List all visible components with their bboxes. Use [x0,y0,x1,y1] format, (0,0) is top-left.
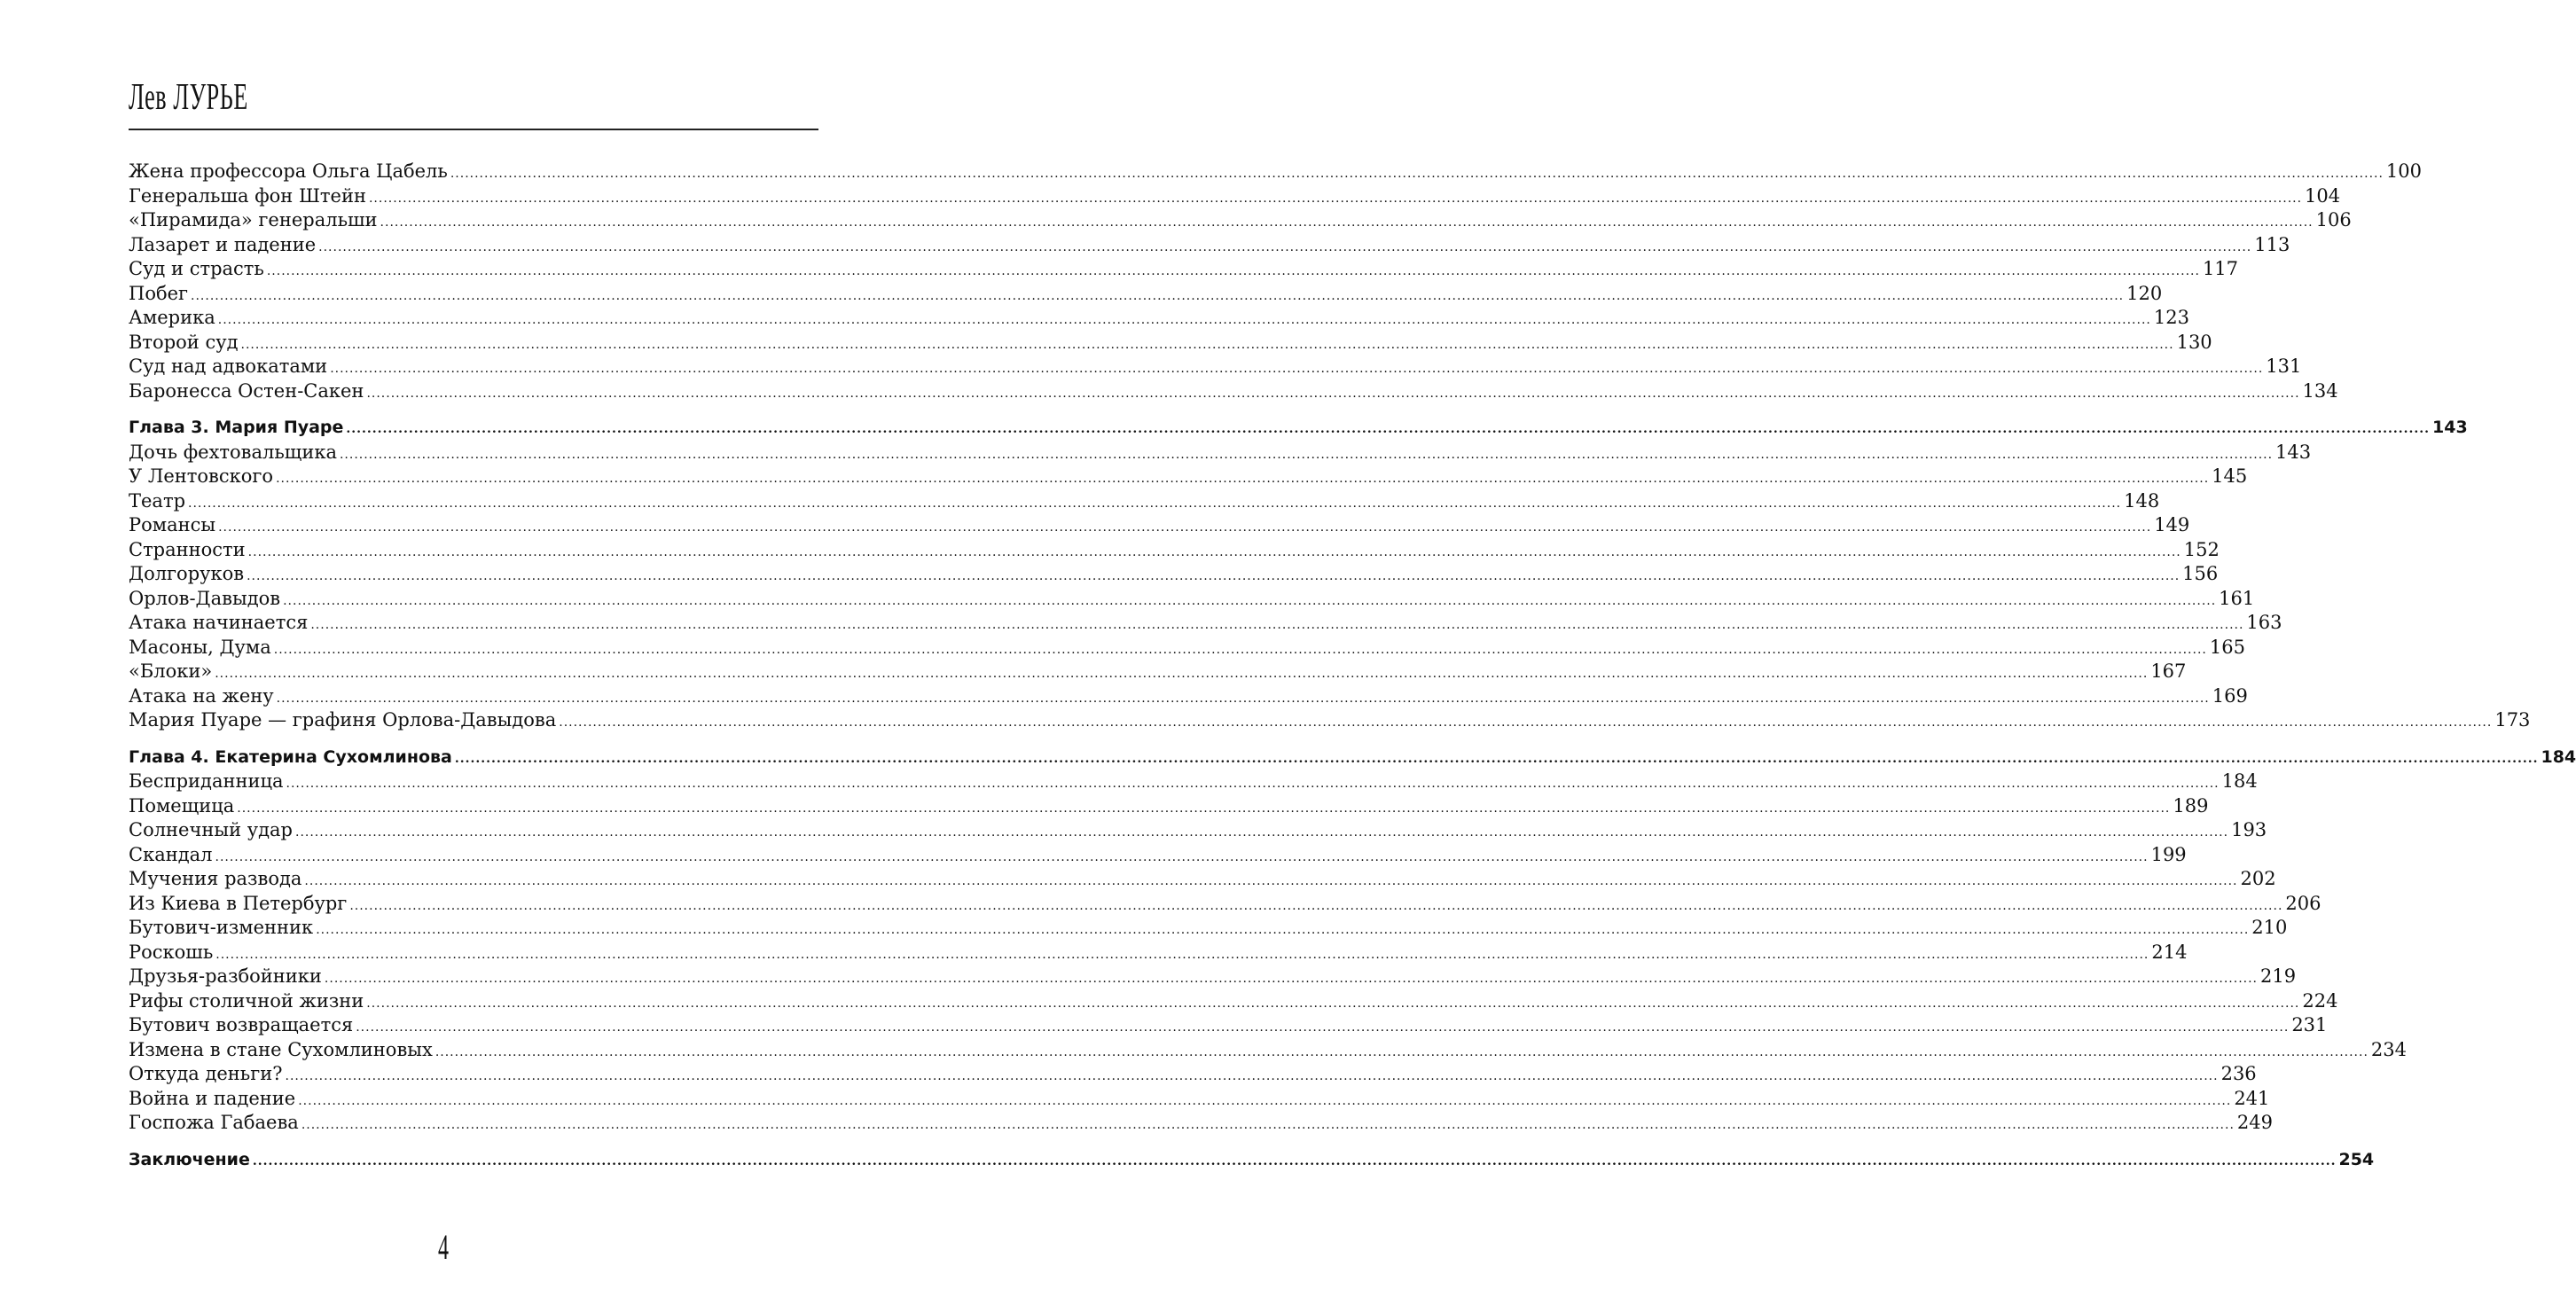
toc-entry-title: Лазарет и падение [129,233,317,255]
toc-entry-row [129,379,2338,404]
toc-entry-title: «Пирамида» генеральши [129,209,378,231]
toc-entry-row [129,1038,2407,1063]
toc-entry-title: Америка [129,307,215,328]
toc-page-number: 234 [2370,1038,2407,1060]
toc-page-number: 148 [2124,489,2160,512]
toc-page-number: 117 [2202,258,2239,279]
toc-entry-title: Роскошь [129,941,214,963]
dot-leader: ................................................................................................................................................................................................................................................................................................................................................................................................................ [276,472,2210,486]
toc-entry-title: Скандал [129,843,213,865]
toc-page-number: 130 [2176,331,2212,353]
dot-leader: ................................................................................................................................................................................................................................................................................................................................................................................................................ [295,825,2229,840]
dot-leader: ................................................................................................................................................................................................................................................................................................................................................................................................................ [301,1118,2235,1132]
toc-entry-row [129,538,2220,563]
toc-entry-row [129,160,2423,184]
toc-page-number: 143 [2432,418,2468,437]
toc-chapter-row [129,1148,2375,1173]
toc-page-number: 210 [2251,917,2288,938]
toc-entry-row [129,562,2219,587]
toc-page-number: 249 [2236,1112,2273,1133]
dot-leader: ................................................................................................................................................................................................................................................................................................................................................................................................................ [349,898,2283,913]
toc-entry-title: Помещица [129,794,235,817]
dot-leader: ................................................................................................................................................................................................................................................................................................................................................................................................................ [380,215,2314,230]
toc-entry-title: Жена профессора Ольга Цабель [129,160,448,182]
dot-leader: ................................................................................................................................................................................................................................................................................................................................................................................................................ [217,313,2151,327]
toc-entry-row [129,282,2163,307]
toc-page-number: 184 [2541,746,2576,767]
toc-entry-title: Баронесса Остен-Сакен [129,379,364,402]
toc-entry-title: Мучения развода [129,868,302,889]
toc-entry-title: Война и падение [129,1087,296,1109]
toc-page-number: 161 [2219,587,2255,609]
toc-entry-title: Солнечный удар [129,819,293,840]
toc-page-number: 193 [2231,819,2267,840]
toc-page-number: 106 [2315,209,2352,231]
toc-entry-row [129,1013,2328,1038]
toc-entry-row [129,941,2188,965]
toc-entry-row [129,770,2258,794]
toc-entry-row [129,441,2312,465]
dot-leader: ................................................................................................................................................................................................................................................................................................................................................................................................................ [435,1044,2369,1059]
toc-entry-title: Глава 4. Екатерина Сухомлинова [129,746,452,767]
dot-leader: ................................................................................................................................................................................................................................................................................................................................................................................................................ [316,923,2250,937]
dot-leader: ................................................................................................................................................................................................................................................................................................................................................................................................................ [310,618,2244,632]
toc-entry-row [129,331,2212,356]
toc-page-number: 169 [2212,684,2248,707]
toc-entry-row [129,708,2531,733]
toc-entry-row [129,989,2338,1014]
toc-entry-title: Масоны, Дума [129,636,271,658]
toc-entry-title: Измена в стане Сухомлиновых [129,1038,433,1060]
dot-leader: ................................................................................................................................................................................................................................................................................................................................................................................................................ [273,642,2207,657]
toc-page-number: 199 [2150,843,2187,865]
toc-entry-row [129,892,2322,917]
dot-leader: ................................................................................................................................................................................................................................................................................................................................................................................................................ [559,715,2493,730]
dot-leader: ................................................................................................................................................................................................................................................................................................................................................................................................................ [339,447,2274,462]
dot-leader: ................................................................................................................................................................................................................................................................................................................................................................................................................ [450,167,2384,181]
dot-leader: ................................................................................................................................................................................................................................................................................................................................................................................................................ [356,1020,2290,1035]
toc-page-number: 236 [2220,1063,2257,1084]
dot-leader: ................................................................................................................................................................................................................................................................................................................................................................................................................ [318,239,2252,254]
toc-entry-row [129,684,2248,709]
toc-entry-row [129,867,2276,892]
dot-leader: ................................................................................................................................................................................................................................................................................................................................................................................................................ [304,874,2238,888]
toc-entry-row [129,611,2282,636]
dot-leader: ................................................................................................................................................................................................................................................................................................................................................................................................................ [240,337,2174,352]
toc-entry-row [129,489,2160,514]
toc-entry-title: Госпожа Габаева [129,1112,299,1133]
toc-entry-row [129,355,2302,379]
dot-leader: ................................................................................................................................................................................................................................................................................................................................................................................................................ [368,191,2303,206]
toc-entry-title: Орлов-Давыдов [129,587,281,609]
toc-page-number: 206 [2285,892,2322,914]
header-rule [129,129,818,130]
dot-leader: ................................................................................................................................................................................................................................................................................................................................................................................................................ [286,777,2220,791]
dot-leader: ................................................................................................................................................................................................................................................................................................................................................................................................................ [191,288,2125,303]
dot-leader: ................................................................................................................................................................................................................................................................................................................................................................................................................ [366,386,2300,401]
toc-entry-title: Мария Пуаре — графиня Орлова-Давыдова [129,709,557,731]
toc-entry-row [129,257,2239,282]
dot-leader: ................................................................................................................................................................................................................................................................................................................................................................................................................ [188,496,2122,511]
toc-entry-title: Второй суд [129,331,239,353]
dot-leader: ................................................................................................................................................................................................................................................................................................................................................................................................................ [215,849,2149,864]
toc-entry-title: Откуда деньги? [129,1063,283,1084]
toc-entry-row [129,208,2352,233]
toc-page-number: 254 [2338,1149,2375,1169]
dot-leader: ................................................................................................................................................................................................................................................................................................................................................................................................................ [298,1093,2232,1108]
toc-entry-title: Театр [129,489,186,512]
toc-entry-row [129,184,2341,209]
toc-chapter-row [129,416,2468,441]
dot-leader: ................................................................................................................................................................................................................................................................................................................................................................................................................ [324,972,2258,986]
toc-entry-row [129,965,2297,989]
toc-entry-title: Бесприданница [129,770,284,792]
toc-page-number: 156 [2182,563,2219,584]
toc-entry-title: Рифы столичной жизни [129,989,364,1012]
table-of-contents [129,160,2576,1172]
toc-entry-row [129,1062,2257,1087]
toc-entry-row [129,587,2255,612]
toc-group [129,160,2423,403]
toc-group [129,1148,2375,1173]
toc-entry-title: Глава 3. Мария Пуаре [129,418,344,437]
toc-entry-title: Атака начинается [129,612,309,633]
toc-entry-row [129,306,2189,331]
dot-leader: ................................................................................................................................................................................................................................................................................................................................................................................................................ [346,422,2431,436]
toc-entry-row [129,636,2245,660]
toc-entry-title: Романсы [129,514,216,535]
toc-chapter-row [129,746,2576,770]
dot-leader: ................................................................................................................................................................................................................................................................................................................................................................................................................ [366,996,2300,1011]
toc-page-number: 120 [2126,282,2163,304]
toc-entry-title: Друзья-разбойники [129,965,322,987]
toc-page-number: 173 [2494,709,2531,731]
dot-leader: ................................................................................................................................................................................................................................................................................................................................................................................................................ [266,264,2200,278]
toc-entry-title: У Лентовского [129,465,274,487]
toc-entry-row [129,465,2248,489]
toc-entry-row [129,660,2187,684]
toc-page-number: 104 [2305,184,2341,207]
dot-leader: ................................................................................................................................................................................................................................................................................................................................................................................................................ [283,593,2217,608]
toc-entry-row [129,794,2209,819]
toc-page-number: 100 [2385,160,2423,182]
dot-leader: ................................................................................................................................................................................................................................................................................................................................................................................................................ [252,1153,2337,1168]
toc-page-number: 219 [2260,965,2297,987]
toc-entry-row [129,233,2290,258]
toc-page-number: 214 [2151,941,2188,963]
toc-entry-title: Атака на жену [129,684,274,707]
toc-page-number: 224 [2302,989,2338,1012]
toc-page-number: 231 [2291,1014,2328,1035]
toc-group [129,746,2576,1136]
toc-entry-title: Из Киева в Петербург [129,892,348,914]
toc-page-number: 241 [2234,1087,2270,1109]
dot-leader: ................................................................................................................................................................................................................................................................................................................................................................................................................ [215,667,2149,681]
toc-page-number: 202 [2240,868,2276,889]
toc-entry-row [129,916,2288,941]
toc-page-number: 145 [2212,465,2248,487]
toc-entry-title: Побег [129,282,189,304]
toc-page-number: 167 [2150,660,2187,682]
page-number: 4 [438,1227,449,1267]
dot-leader: ................................................................................................................................................................................................................................................................................................................................................................................................................ [247,544,2181,559]
toc-entry-row [129,513,2190,538]
dot-leader: ................................................................................................................................................................................................................................................................................................................................................................................................................ [247,569,2181,583]
dot-leader: ................................................................................................................................................................................................................................................................................................................................................................................................................ [218,520,2152,535]
toc-entry-row [129,843,2187,868]
toc-page-number: 149 [2154,514,2190,535]
toc-group [129,416,2531,733]
toc-page-number: 143 [2275,441,2312,463]
dot-leader: ................................................................................................................................................................................................................................................................................................................................................................................................................ [285,1069,2219,1083]
toc-page-number: 131 [2266,356,2302,377]
toc-entry-title: Дочь фехтовальщика [129,441,337,463]
dot-leader: ................................................................................................................................................................................................................................................................................................................................................................................................................ [237,801,2171,816]
toc-entry-title: Суд и страсть [129,258,264,279]
toc-entry-title: «Блоки» [129,660,213,682]
toc-entry-title: Заключение [129,1149,250,1169]
toc-entry-title: Суд над адвокатами [129,356,328,377]
toc-entry-row [129,1087,2270,1112]
toc-page-number: 152 [2183,538,2220,560]
toc-entry-title: Странности [129,538,246,560]
toc-entry-title: Генеральша фон Штейн [129,184,366,207]
running-header-author: Лев ЛУРЬЕ [129,77,248,118]
toc-page-number: 134 [2302,379,2338,402]
dot-leader: ................................................................................................................................................................................................................................................................................................................................................................................................................ [330,362,2264,376]
toc-page-number: 123 [2153,307,2189,328]
toc-entry-title: Бутович возвращается [129,1014,354,1035]
toc-entry-row [129,818,2267,843]
dot-leader: ................................................................................................................................................................................................................................................................................................................................................................................................................ [215,947,2149,962]
toc-page-number: 189 [2173,794,2209,817]
dot-leader: ................................................................................................................................................................................................................................................................................................................................................................................................................ [276,691,2210,706]
toc-entry-row [129,1111,2273,1136]
dot-leader: ................................................................................................................................................................................................................................................................................................................................................................................................................ [454,751,2539,766]
toc-entry-title: Бутович-изменник [129,917,314,938]
toc-page-number: 165 [2209,636,2245,658]
toc-page-number: 163 [2246,612,2282,633]
toc-page-number: 113 [2254,233,2290,255]
toc-page-number: 184 [2221,770,2258,792]
toc-entry-title: Долгоруков [129,563,245,584]
